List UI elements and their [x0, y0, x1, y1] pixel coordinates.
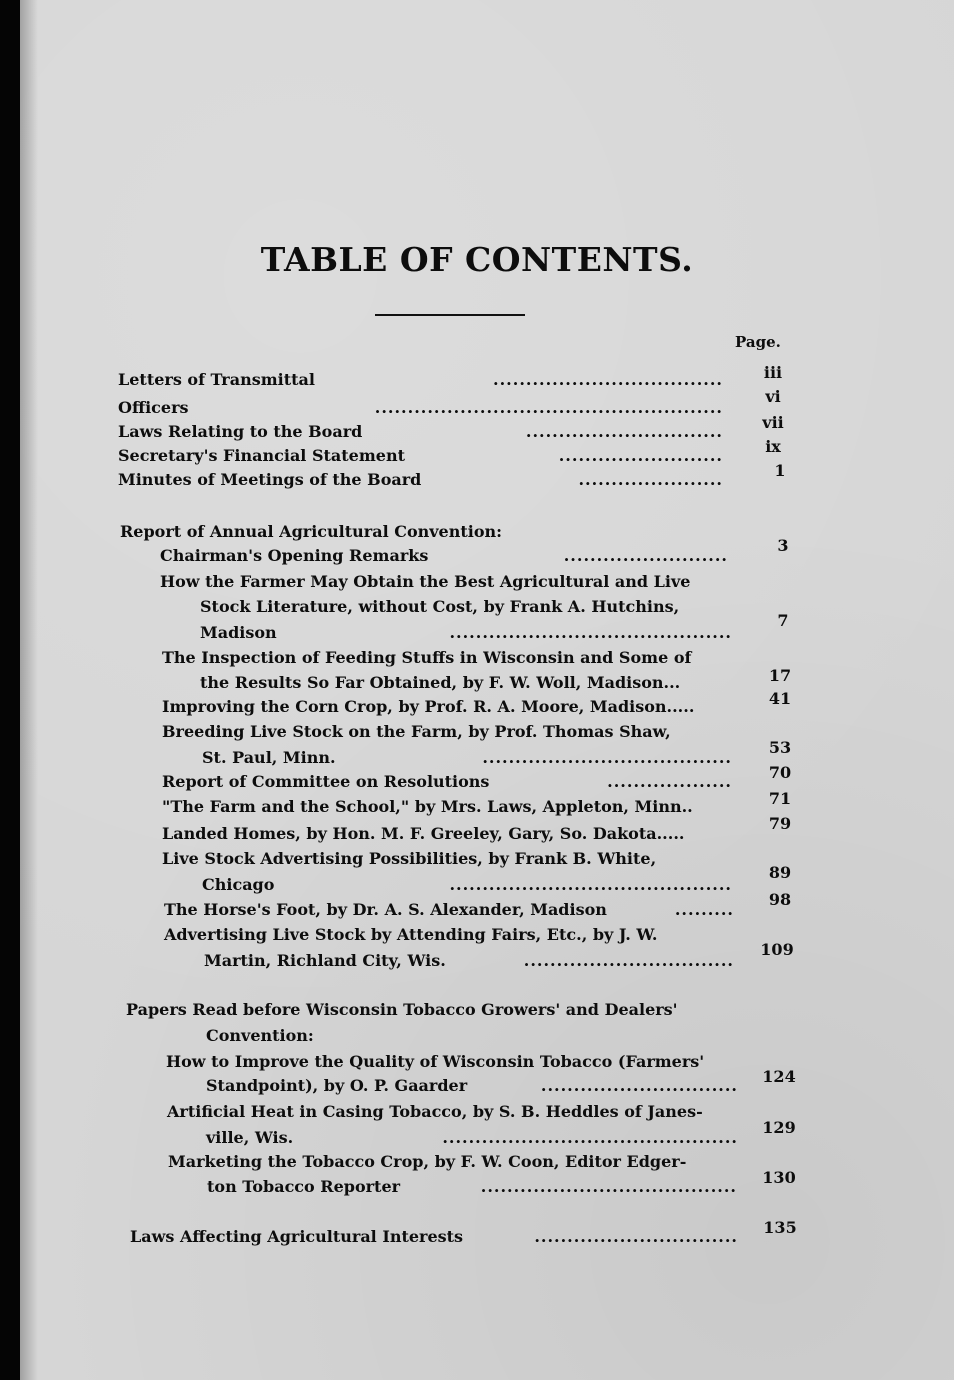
toc-entry-text: Chairman's Opening Remarks — [160, 546, 429, 565]
toc-entry-text: How the Farmer May Obtain the Best Agricultural and Live — [160, 572, 691, 591]
title-rule — [375, 314, 525, 316]
page-column-header: Page. — [735, 333, 781, 351]
toc-page-number: 135 — [763, 1218, 797, 1237]
toc-entry — [162, 822, 742, 846]
toc-page-number: 89 — [768, 863, 792, 882]
toc-entry — [164, 898, 734, 922]
toc-entry — [118, 396, 723, 420]
toc-entry — [118, 420, 723, 444]
toc-leader-dots: ................................... — [493, 370, 723, 389]
toc-entry-continuation — [202, 746, 732, 770]
toc-entry-continuation — [200, 595, 740, 619]
toc-entry-text: ville, Wis. — [206, 1128, 294, 1147]
toc-entry-text: Stock Literature, without Cost, by Frank A. Hutchins, — [200, 597, 680, 616]
toc-entry-text: Artificial Heat in Casing Tobacco, by S. B. Heddles of Janes- — [167, 1102, 703, 1121]
toc-section-heading — [126, 998, 746, 1022]
toc-entry-text: Report of Committee on Resolutions — [162, 772, 490, 791]
toc-page-number: iii — [763, 363, 783, 382]
toc-page-number: 79 — [768, 814, 792, 833]
toc-page-number: 109 — [760, 940, 794, 959]
toc-section-heading — [120, 520, 725, 544]
toc-entry-continuation — [202, 873, 732, 897]
toc-leader-dots: ................... — [607, 772, 732, 791]
toc-entry — [130, 1225, 738, 1249]
toc-entry-text: Live Stock Advertising Possibilities, by Frank B. White, — [162, 849, 657, 868]
toc-entry-text: Breeding Live Stock on the Farm, by Prof. Thomas Shaw, — [162, 722, 671, 741]
toc-page-number: 71 — [768, 789, 792, 808]
toc-entry-text: Laws Relating to the Board — [118, 422, 363, 441]
toc-entry-text: Improving the Corn Crop, by Prof. R. A. Moore, Madison..... — [162, 697, 695, 716]
toc-leader-dots: ...................... — [578, 470, 723, 489]
toc-entry-text: Secretary's Financial Statement — [118, 446, 405, 465]
toc-page-number: 1 — [774, 461, 786, 480]
toc-entry-continuation — [206, 1074, 738, 1098]
toc-leader-dots: ......... — [674, 900, 734, 919]
toc-entry — [168, 1150, 748, 1174]
toc-leader-dots: ............................... — [534, 1227, 738, 1246]
book-spine-shadow — [0, 0, 20, 1380]
toc-entry — [160, 570, 740, 594]
toc-leader-dots: .............................. — [525, 422, 723, 441]
toc-leader-dots: .............................. — [540, 1076, 738, 1095]
toc-entry — [162, 646, 742, 670]
toc-entry-text: Chicago — [202, 875, 275, 894]
toc-entry-text: Papers Read before Wisconsin Tobacco Growers' and Dealers' — [126, 1000, 678, 1019]
toc-page-number: vi — [765, 387, 781, 406]
toc-entry-text: How to Improve the Quality of Wisconsin Tobacco (Farmers' — [166, 1052, 705, 1071]
toc-section-heading-continuation — [206, 1024, 506, 1048]
toc-entry-continuation — [200, 621, 732, 645]
toc-entry-text: Madison — [200, 623, 277, 642]
toc-entry — [118, 468, 723, 492]
toc-entry — [162, 695, 742, 719]
toc-page-number: 130 — [762, 1168, 796, 1187]
toc-leader-dots: ......................... — [563, 546, 728, 565]
toc-leader-dots: ...................................... — [482, 748, 732, 767]
toc-leader-dots: ....................................... — [480, 1177, 737, 1196]
toc-page-number: ix — [765, 437, 781, 456]
toc-entry-text: Landed Homes, by Hon. M. F. Greeley, Gary, So. Dakota..... — [162, 824, 685, 843]
toc-entry-text: Convention: — [206, 1026, 314, 1045]
toc-entry-text: Officers — [118, 398, 189, 417]
toc-entry-text: Letters of Transmittal — [118, 370, 315, 389]
toc-leader-dots: ............................................. — [442, 1128, 738, 1147]
toc-page-number: 124 — [762, 1067, 796, 1086]
toc-leader-dots: ..................................................... — [374, 398, 723, 417]
toc-entry-continuation — [206, 1126, 738, 1150]
toc-entry-continuation — [200, 671, 740, 695]
toc-page-number: 70 — [768, 763, 792, 782]
toc-entry-text: the Results So Far Obtained, by F. W. Woll, Madison... — [200, 673, 681, 692]
toc-entry-continuation — [204, 949, 734, 973]
toc-page-number: 7 — [777, 611, 789, 630]
toc-page-number: 41 — [768, 689, 792, 708]
gutter-shadow — [20, 0, 38, 1380]
toc-entry-text: Laws Affecting Agricultural Interests — [130, 1227, 464, 1246]
toc-entry — [160, 544, 728, 568]
toc-leader-dots: ................................ — [523, 951, 734, 970]
toc-entry — [118, 368, 723, 392]
toc-entry-text: The Horse's Foot, by Dr. A. S. Alexander, Madison — [164, 900, 607, 919]
toc-entry-continuation — [207, 1175, 737, 1199]
toc-entry — [166, 1050, 746, 1074]
toc-entry-text: "The Farm and the School," by Mrs. Laws, Appleton, Minn.. — [162, 797, 693, 816]
toc-entry-text: Marketing the Tobacco Crop, by F. W. Coon, Editor Edger- — [168, 1152, 687, 1171]
toc-entry — [162, 720, 742, 744]
toc-entry — [167, 1100, 747, 1124]
toc-entry — [164, 923, 744, 947]
toc-entry-text: Report of Annual Agricultural Convention: — [120, 522, 503, 541]
toc-entry-text: Standpoint), by O. P. Gaarder — [206, 1076, 468, 1095]
toc-entry-text: Advertising Live Stock by Attending Fairs, Etc., by J. W. — [164, 925, 658, 944]
toc-leader-dots: ......................... — [558, 446, 723, 465]
toc-entry — [162, 795, 742, 819]
toc-page-number: 17 — [768, 666, 792, 685]
toc-entry-text: The Inspection of Feeding Stuffs in Wisconsin and Some of — [162, 648, 692, 667]
toc-page-number: 3 — [777, 536, 789, 555]
toc-entry-text: ton Tobacco Reporter — [207, 1177, 401, 1196]
toc-leader-dots: ........................................... — [449, 875, 732, 894]
toc-entry — [162, 770, 732, 794]
toc-page-number: 129 — [762, 1118, 796, 1137]
toc-leader-dots: ........................................... — [449, 623, 732, 642]
toc-entry-text: St. Paul, Minn. — [202, 748, 336, 767]
toc-page-number: vii — [762, 413, 784, 432]
toc-page-number: 98 — [768, 890, 792, 909]
page-title: TABLE OF CONTENTS. — [260, 240, 694, 279]
toc-entry — [118, 444, 723, 468]
toc-entry-text: Martin, Richland City, Wis. — [204, 951, 446, 970]
toc-entry-text: Minutes of Meetings of the Board — [118, 470, 422, 489]
toc-entry — [162, 847, 742, 871]
toc-page-number: 53 — [768, 738, 792, 757]
